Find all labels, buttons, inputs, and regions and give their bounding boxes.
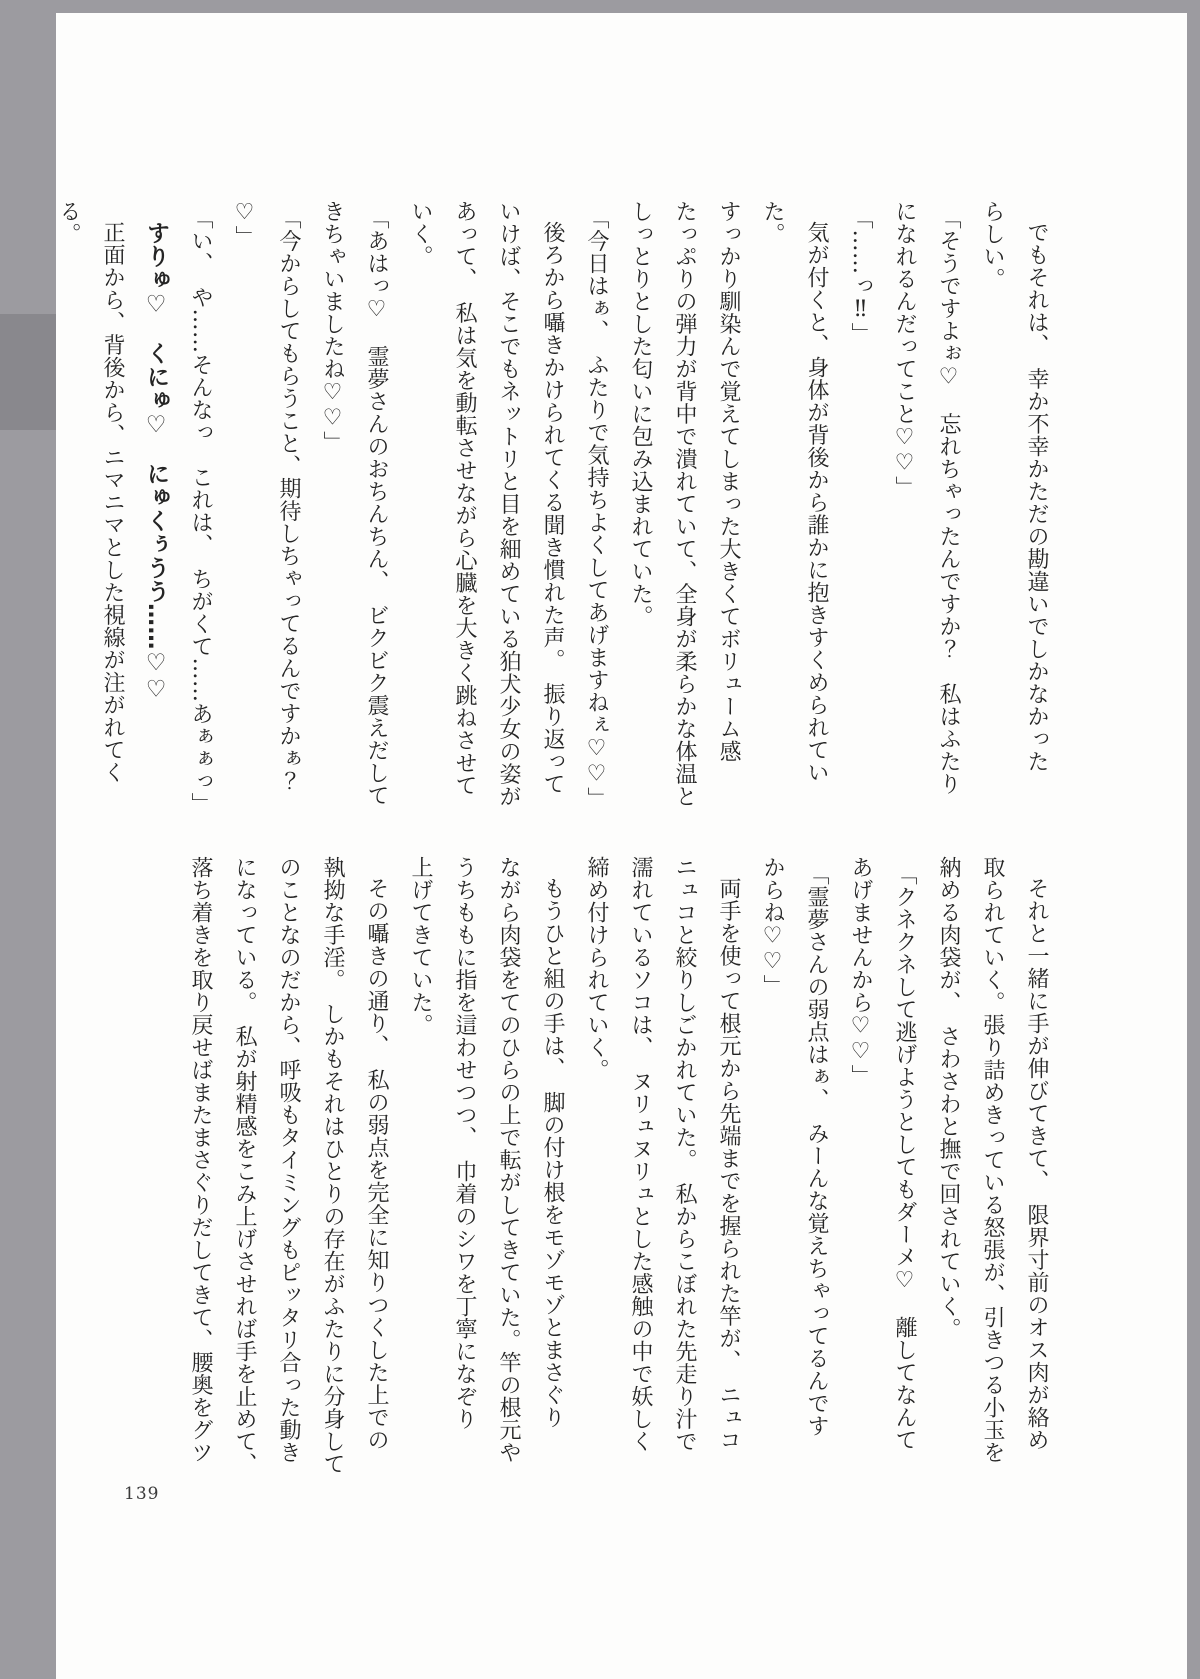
text-line: 執拗な手淫。 しかもそれはひとりの存在がふたりに分身して (320, 856, 345, 1475)
text-line: になっている。 私が射精感をこみ上げさせれば手を止めて、 (232, 856, 257, 1475)
text-line: 締め付けられていく。 (584, 856, 609, 1081)
text-line: たっぷりの弾力が背中で潰れていて、全身が柔らかな体温と (672, 200, 697, 808)
text-line: ながら肉袋をてのひらの上で転がしてきていた。竿の根元や (496, 856, 521, 1464)
text-line: からね♡♡」 (760, 856, 785, 997)
upper-text-block (56, 200, 1058, 815)
text-line: 「そうですよぉ♡ 忘れちゃったんですか？ 私はふたり (936, 207, 961, 795)
page-number: 139 (124, 1484, 160, 1504)
text-line: 「クネクネして逃げようとしてもダーメ♡ 離してなんて (892, 863, 917, 1451)
text-line: その囁きの通り、 私の弱点を完全に知りつくした上での (364, 877, 389, 1451)
text-line: いく。 (408, 200, 433, 268)
text-line: ニュコと絞りしごかれていた。 私からこぼれた先走り汁で (672, 856, 697, 1453)
text-line: すっかり馴染んで覚えてしまった大きくてボリューム感 (716, 200, 741, 763)
text-line: 「あはっ♡ 霊夢さんのおちんちん、 ビクビク震えだして (364, 207, 389, 807)
text-line: 取られていく。張り詰めきっている怒張が、引きつる小玉を (980, 856, 1005, 1464)
text-line: あって、 私は気を動転させながら心臓を大きく跳ねさせて (452, 200, 477, 797)
page-edge-top (0, 0, 1200, 13)
text-line: 「霊夢さんの弱点はぁ、 みーんな覚えちゃってるんです (804, 863, 829, 1437)
text-line: 「今からしてもらうこと、期待しちゃってるんですかぁ？♡」 (232, 200, 301, 792)
page-edge-right (1187, 0, 1200, 1679)
text-line: きちゃいましたね♡♡」 (320, 200, 345, 454)
text-line: らしい。 (980, 200, 1005, 290)
text-line: 上げてきていた。 (408, 856, 433, 1036)
text-line: 濡れているソコは、 ヌリュヌリュとした感触の中で妖しく (628, 856, 653, 1453)
text-line: それと一緒に手が伸びてきて、 限界寸前のオス肉が絡め (1024, 877, 1049, 1451)
text-line: 納める肉袋が、 さわさわと撫で回されていく。 (936, 856, 961, 1340)
text-line: 両手を使って根元から先端までを握られた竿が、 ニュコ (716, 877, 741, 1451)
text-line: 「今日はぁ、 ふたりで気持ちよくしてあげますねぇ♡♡」 (584, 207, 609, 810)
lower-text-block (166, 856, 1058, 1498)
text-line: になれるんだってこと♡♡」 (892, 200, 917, 499)
text-line: 後ろから囁きかけられてくる聞き慣れた声。 振り返って (540, 221, 565, 795)
text-line: いけば、そこでもネットリと目を細めている狛犬少女の姿が (496, 200, 521, 808)
text-line: 正面から、背後から、ニマニマとした視線が注がれてくる。 (56, 200, 125, 784)
text-line: 気が付くと、身体が背後から誰かに抱きすくめられていた。 (760, 200, 829, 784)
text-line: 落ち着きを取り戻せばまたまさぐりだしてきて、腰奥をグツ (188, 856, 213, 1464)
text-line: あげませんから♡♡」 (848, 856, 873, 1087)
text-line: のことなのだから、呼吸もタイミングもピッタリ合った動き (276, 856, 301, 1464)
text-line: うちももに指を這わせつつ、 巾着のシワを丁寧になぞり (452, 856, 477, 1430)
text-line: もうひと組の手は、 脚の付け根をモゾモゾとまさぐり (540, 877, 565, 1429)
text-line: 「い、 や……そんなっ これは、 ちがくて……あぁぁっ」 (188, 207, 213, 815)
sfx-text-line: すりゅ♡ くにゅ♡ にゅくぅうう……♡♡ (143, 221, 169, 703)
text-line: 「……っ‼」 (848, 207, 873, 345)
text-line: でもそれは、 幸か不幸かただの勘違いでしかなかった (1024, 221, 1049, 773)
text-line: しっとりとした匂いに包み込まれていた。 (628, 200, 653, 628)
